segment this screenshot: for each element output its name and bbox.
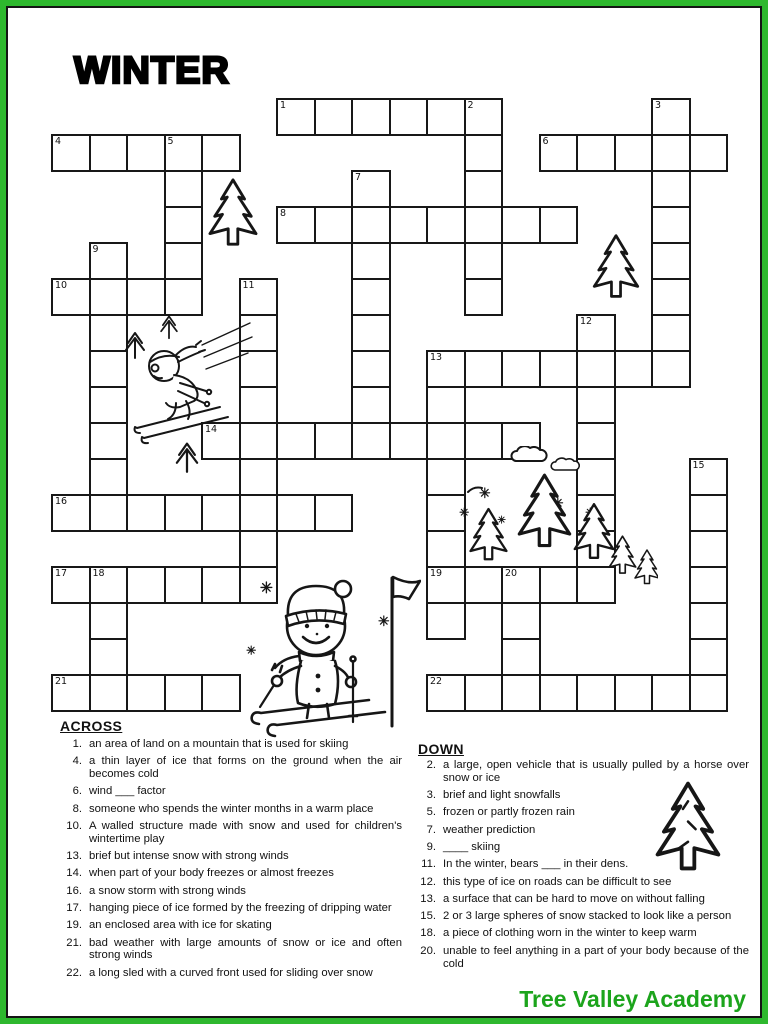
- grid-cell[interactable]: [501, 206, 541, 244]
- grid-number: 22: [430, 676, 443, 687]
- grid-cell[interactable]: [464, 350, 504, 388]
- ski: [268, 712, 385, 736]
- grid-cell[interactable]: [164, 242, 204, 280]
- grid-cell[interactable]: [426, 386, 466, 424]
- clue-number: 15.: [420, 910, 436, 923]
- clue-item: [56, 919, 408, 932]
- clue-item: [56, 785, 408, 798]
- clue-item: [410, 945, 755, 971]
- grid-number: 12: [580, 316, 593, 327]
- clue-text: this type of ice on roads can be difficult to see: [443, 875, 672, 888]
- grid-cell[interactable]: [689, 602, 729, 640]
- grid-cell[interactable]: [539, 206, 579, 244]
- grid-cell[interactable]: [89, 458, 129, 496]
- clue-text: weather prediction: [443, 823, 536, 836]
- grid-cell[interactable]: [201, 134, 241, 172]
- grid-cell[interactable]: [351, 386, 391, 424]
- grid-number: 20: [505, 568, 518, 579]
- clue-item: [56, 803, 408, 816]
- clue-number: 21.: [66, 936, 82, 949]
- clue-text: an area of land on a mountain that is used for skiing: [89, 738, 349, 750]
- grid-number: 15: [692, 460, 705, 471]
- grid-cell[interactable]: [389, 206, 429, 244]
- grid-number: 10: [55, 280, 68, 291]
- clue-number: 20.: [420, 944, 436, 957]
- grid-cell[interactable]: [464, 206, 504, 244]
- grid-cell[interactable]: [501, 674, 541, 712]
- grid-number: 8: [280, 208, 287, 219]
- grid-cell[interactable]: [89, 638, 129, 676]
- clue-number: 22.: [66, 966, 82, 979]
- flag-icon: [393, 577, 420, 599]
- grid-number: 14: [205, 424, 218, 435]
- clue-number: 10.: [66, 819, 82, 832]
- clue-item: [410, 910, 755, 923]
- grid-cell[interactable]: [389, 422, 429, 460]
- grid-cell[interactable]: [426, 206, 466, 244]
- grid-cell[interactable]: [651, 134, 691, 172]
- clue-item: [56, 967, 408, 980]
- grid-cell[interactable]: [201, 566, 241, 604]
- skiing-kid-illustration: [241, 564, 421, 744]
- clue-number: 9.: [426, 840, 436, 853]
- grid-cell[interactable]: [464, 242, 504, 280]
- clue-number: 19.: [66, 919, 82, 932]
- grid-cell[interactable]: [239, 458, 279, 496]
- clue-number: 12.: [420, 875, 436, 888]
- grid-cell[interactable]: [351, 242, 391, 280]
- grid-number: 17: [55, 568, 68, 579]
- clue-number: 13.: [420, 892, 436, 905]
- grid-cell[interactable]: [89, 278, 129, 316]
- grid-cell[interactable]: [576, 350, 616, 388]
- grid-cell[interactable]: [651, 242, 691, 280]
- grid-cell[interactable]: [689, 530, 729, 568]
- grid-cell[interactable]: [689, 494, 729, 532]
- grid-cell[interactable]: [89, 422, 129, 460]
- clue-item: [56, 820, 408, 846]
- clue-item: [56, 885, 408, 898]
- grid-cell[interactable]: [464, 170, 504, 208]
- clue-text: brief and light snowfalls: [443, 789, 561, 802]
- speed-lines: [202, 323, 252, 369]
- clue-text: someone who spends the winter months in a warm place: [89, 802, 374, 815]
- clue-item: [410, 876, 755, 889]
- grid-cell[interactable]: [239, 494, 279, 532]
- across-heading: ACROSS: [60, 718, 123, 734]
- clue-number: 5.: [426, 806, 436, 819]
- clue-number: 14.: [66, 867, 82, 880]
- grid-cell[interactable]: [576, 674, 616, 712]
- tree-cluster-illustration: [458, 446, 658, 596]
- grid-cell[interactable]: [239, 530, 279, 568]
- grid-cell[interactable]: [464, 674, 504, 712]
- clue-number: 6.: [72, 785, 82, 798]
- grid-cell[interactable]: [89, 386, 129, 424]
- grid-number: 16: [55, 496, 68, 507]
- clue-number: 2.: [426, 759, 436, 771]
- clue-text: a surface that can be hard to move on without falling: [443, 892, 705, 905]
- clue-number: 3.: [426, 789, 436, 802]
- grid-cell[interactable]: [651, 206, 691, 244]
- cloud-curl: [468, 488, 482, 493]
- grid-cell[interactable]: [126, 134, 166, 172]
- grid-number: 21: [55, 676, 68, 687]
- clue-number: 8.: [72, 802, 82, 815]
- grid-cell[interactable]: [614, 134, 654, 172]
- clue-text: when part of your body freezes or almost freezes: [89, 867, 334, 880]
- grid-number: 19: [430, 568, 443, 579]
- grid-cell[interactable]: [276, 494, 316, 532]
- clue-item: [56, 867, 408, 880]
- grid-number: 7: [355, 172, 362, 183]
- mitten: [346, 677, 356, 687]
- grid-cell[interactable]: [201, 494, 241, 532]
- pine-tree-icon: [586, 232, 646, 300]
- grid-cell[interactable]: [314, 206, 354, 244]
- clue-text: frozen or partly frozen rain: [443, 806, 575, 819]
- clue-number: 17.: [66, 901, 82, 914]
- grid-cell[interactable]: [689, 638, 729, 676]
- clue-text: ____ skiing: [443, 840, 501, 853]
- pompom: [335, 581, 351, 597]
- grid-cell[interactable]: [539, 350, 579, 388]
- clue-item: [410, 927, 755, 940]
- grid-cell[interactable]: [426, 98, 466, 136]
- grid-cell[interactable]: [651, 278, 691, 316]
- clue-item: [56, 902, 408, 915]
- pine-tree-icon: [650, 776, 726, 876]
- grid-cell[interactable]: [164, 674, 204, 712]
- grid-cell[interactable]: [126, 566, 166, 604]
- grid-cell[interactable]: [651, 674, 691, 712]
- grid-number: 6: [542, 136, 549, 147]
- clue-text: a large, open vehicle that is usually pulled by a horse over snow or ice: [443, 759, 749, 784]
- grid-cell[interactable]: [164, 566, 204, 604]
- clue-text: In the winter, bears ___ in their dens.: [443, 858, 629, 871]
- clue-text: 2 or 3 large spheres of snow stacked to look like a person: [443, 910, 732, 923]
- grid-cell[interactable]: [164, 170, 204, 208]
- clue-number: 11.: [421, 858, 436, 871]
- grid-cell[interactable]: [651, 170, 691, 208]
- clue-text: A walled structure made with snow and used for children's wintertime play: [89, 819, 402, 845]
- clue-item: [410, 893, 755, 906]
- grid-cell[interactable]: [89, 674, 129, 712]
- clue-text: unable to feel anything in a part of your body because of the cold: [443, 944, 749, 970]
- grid-cell[interactable]: [576, 386, 616, 424]
- clue-number: 7.: [426, 823, 436, 836]
- grid-number: 13: [430, 352, 443, 363]
- grid-number: 4: [55, 136, 62, 147]
- grid-cell[interactable]: [276, 422, 316, 460]
- clue-text: wind ___ factor: [89, 785, 166, 798]
- grid-cell[interactable]: [501, 350, 541, 388]
- clue-text: bad weather with large amounts of snow or ice and often strong winds: [89, 936, 402, 962]
- grid-cell[interactable]: [464, 134, 504, 172]
- grid-cell[interactable]: [464, 278, 504, 316]
- grid-number: 11: [242, 280, 255, 291]
- clue-number: 13.: [66, 850, 82, 863]
- grid-cell[interactable]: [651, 314, 691, 352]
- grid-number: 18: [92, 568, 105, 579]
- grid-cell[interactable]: [351, 206, 391, 244]
- grid-cell[interactable]: [314, 494, 354, 532]
- clue-number: 4.: [72, 755, 82, 768]
- grid-cell[interactable]: [164, 206, 204, 244]
- grid-cell[interactable]: [501, 638, 541, 676]
- pine-tree-icon: [204, 176, 262, 248]
- grid-cell[interactable]: [614, 674, 654, 712]
- brand-footer: Tree Valley Academy: [519, 986, 746, 1012]
- grid-cell[interactable]: [539, 674, 579, 712]
- grid-number: 5: [167, 136, 174, 147]
- clue-text: a long sled with a curved front used for sliding over snow: [89, 966, 373, 979]
- grid-cell[interactable]: [126, 494, 166, 532]
- grid-cell[interactable]: [426, 602, 466, 640]
- page-title: WINTER: [74, 50, 230, 92]
- grid-cell[interactable]: [351, 422, 391, 460]
- grid-cell[interactable]: [201, 674, 241, 712]
- grid-cell[interactable]: [651, 350, 691, 388]
- clue-item: [56, 937, 408, 963]
- grid-cell[interactable]: [351, 350, 391, 388]
- grid-cell[interactable]: [314, 98, 354, 136]
- grid-cell[interactable]: [389, 98, 429, 136]
- grid-number: 3: [655, 100, 662, 111]
- sapling-icon: [122, 328, 148, 360]
- clue-item: [56, 755, 408, 781]
- clue-text: an enclosed area with ice for skating: [89, 919, 272, 932]
- clue-number: 16.: [66, 884, 82, 897]
- down-heading: DOWN: [418, 741, 464, 757]
- grid-cell[interactable]: [689, 566, 729, 604]
- grid-cell[interactable]: [89, 134, 129, 172]
- clue-text: brief but intense snow with strong winds: [89, 850, 289, 863]
- clue-text: a snow storm with strong winds: [89, 884, 246, 897]
- clue-item: [56, 850, 408, 863]
- grid-number: 2: [467, 100, 474, 111]
- clue-text: a thin layer of ice that forms on the ground when the air becomes cold: [89, 755, 402, 781]
- ski-pole: [260, 685, 274, 707]
- grid-cell[interactable]: [351, 98, 391, 136]
- clue-text: a piece of clothing worn in the winter to keep warm: [443, 927, 697, 940]
- grid-number: 9: [92, 244, 99, 255]
- grid-cell[interactable]: [501, 602, 541, 640]
- grid-cell[interactable]: [164, 494, 204, 532]
- grid-cell[interactable]: [351, 314, 391, 352]
- clue-text: hanging piece of ice formed by the freezing of dripping water: [89, 901, 392, 914]
- sapling-icon: [172, 438, 202, 474]
- grid-cell[interactable]: [576, 134, 616, 172]
- clue-number: 1.: [72, 738, 82, 750]
- grid-cell[interactable]: [351, 278, 391, 316]
- grid-cell[interactable]: [314, 422, 354, 460]
- grid-cell[interactable]: [126, 674, 166, 712]
- sapling-icon: [158, 312, 180, 340]
- grid-cell[interactable]: [689, 674, 729, 712]
- grid-number: 1: [280, 100, 287, 111]
- grid-cell[interactable]: [89, 602, 129, 640]
- grid-cell[interactable]: [89, 494, 129, 532]
- grid-cell[interactable]: [614, 350, 654, 388]
- grid-cell[interactable]: [689, 134, 729, 172]
- across-clue-list: [56, 738, 408, 984]
- clue-number: 18.: [420, 927, 436, 940]
